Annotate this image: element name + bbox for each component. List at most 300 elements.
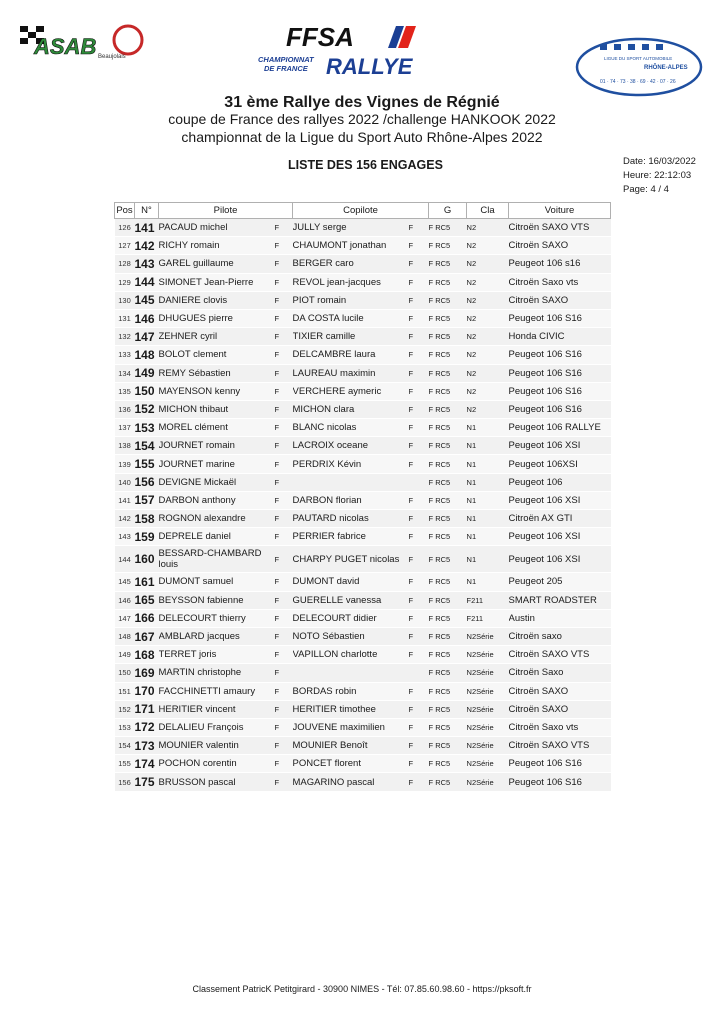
table-row [115, 528, 611, 546]
entry-groupe: F RC5 [428, 777, 451, 787]
entry-voiture: Peugeot 106 S16 [508, 385, 582, 397]
table-row [115, 546, 611, 573]
entry-pilote-nationality: F [274, 459, 280, 469]
entry-classe: N2 [466, 277, 477, 287]
entry-pilote: DELALIEU François [158, 721, 244, 733]
entry-groupe: F RC5 [428, 686, 451, 696]
entry-classe: N2 [466, 332, 477, 342]
entry-copilote: MOUNIER Benoît [292, 740, 368, 752]
entry-pilote: MARTIN christophe [158, 667, 242, 679]
entry-copilote-nationality: F [408, 332, 414, 342]
entry-number: 160 [134, 552, 155, 567]
entry-copilote: NOTO Sébastien [292, 631, 365, 643]
entry-pilote-nationality: F [274, 350, 280, 360]
entry-pilote: BRUSSON pascal [158, 776, 236, 788]
entry-copilote: DELCAMBRE laura [292, 349, 376, 361]
entry-pilote: PACAUD michel [158, 222, 228, 234]
entry-pilote: FACCHINETTI amaury [158, 685, 256, 697]
entry-voiture: Peugeot 106 XSI [508, 494, 581, 506]
entry-pilote: ZEHNER cyril [158, 331, 218, 343]
entry-pilote-nationality: F [274, 650, 280, 660]
entry-classe: F211 [466, 595, 484, 605]
entry-copilote-nationality: F [408, 554, 414, 564]
svg-text:FFSA: FFSA [286, 24, 354, 52]
entry-groupe: F RC5 [428, 259, 451, 269]
entry-copilote: MAGARINO pascal [292, 776, 375, 788]
entry-pilote: GAREL guillaume [158, 258, 234, 270]
table-row [115, 309, 611, 327]
entry-copilote: PAUTARD nicolas [292, 513, 369, 525]
table-row [115, 437, 611, 455]
entry-pilote: RICHY romain [158, 240, 220, 252]
entry-voiture: Peugeot 106 s16 [508, 258, 581, 270]
entry-groupe: F RC5 [428, 350, 451, 360]
entry-groupe: F RC5 [428, 650, 451, 660]
entry-number: 149 [134, 366, 155, 381]
entry-number: 165 [134, 593, 155, 608]
entry-voiture: Peugeot 106 S16 [508, 367, 582, 379]
entry-classe: N2Série [466, 777, 494, 787]
entry-pos: 154 [118, 741, 131, 751]
entry-pilote: JOURNET marine [158, 458, 235, 470]
entry-pilote-nationality: F [274, 277, 280, 287]
entry-groupe: F RC5 [428, 741, 451, 751]
table-row [115, 473, 611, 491]
entry-pos: 143 [118, 532, 131, 542]
entry-copilote-nationality: F [408, 350, 414, 360]
entry-copilote: TIXIER camille [292, 331, 356, 343]
entry-pos: 126 [118, 223, 131, 233]
entry-number: 141 [134, 220, 155, 235]
entry-pilote-nationality: F [274, 404, 280, 414]
entry-number: 152 [134, 402, 155, 417]
table-row [115, 646, 611, 664]
entry-pos: 127 [118, 241, 131, 251]
entry-copilote: PONCET florent [292, 758, 361, 770]
entry-pos: 134 [118, 368, 131, 378]
table-row [115, 219, 611, 237]
entry-voiture: Peugeot 106 S16 [508, 758, 582, 770]
entry-pilote: DANIERE clovis [158, 294, 228, 306]
entry-classe: N2Série [466, 650, 494, 660]
entry-classe: N2Série [466, 686, 494, 696]
report-time: Heure: 22:12:03 [623, 170, 692, 181]
entry-groupe: F RC5 [428, 386, 451, 396]
entry-copilote-nationality: F [408, 686, 414, 696]
entry-number: 155 [134, 457, 155, 472]
entry-copilote: GUERELLE vanessa [292, 594, 382, 606]
table-row [115, 328, 611, 346]
page-title: 31 ème Rallye des Vignes de Régnié [224, 94, 500, 111]
table-row [115, 510, 611, 528]
entry-pilote: DARBON anthony [158, 494, 236, 506]
entry-pos: 155 [118, 759, 131, 769]
col-header-groupe: G [429, 203, 467, 219]
entries-body [115, 219, 611, 792]
entry-classe: N2 [466, 368, 477, 378]
entry-pos: 156 [118, 777, 131, 787]
entry-pos: 132 [118, 332, 131, 342]
svg-text:DE FRANCE: DE FRANCE [264, 64, 308, 73]
entry-voiture: Peugeot 106 S16 [508, 349, 582, 361]
entry-pilote-nationality: F [274, 741, 280, 751]
entry-groupe: F RC5 [428, 668, 451, 678]
entry-classe: N1 [466, 577, 477, 587]
entries-table [114, 202, 611, 792]
entry-number: 153 [134, 420, 155, 435]
entry-copilote-nationality: F [408, 777, 414, 787]
entry-voiture: Peugeot 106XSI [508, 458, 578, 470]
entry-groupe: F RC5 [428, 477, 451, 487]
entry-pos: 141 [118, 495, 131, 505]
entry-copilote: DELECOURT didier [292, 612, 377, 624]
entry-copilote-nationality: F [408, 741, 414, 751]
entry-pilote-nationality: F [274, 241, 280, 251]
table-row [115, 291, 611, 309]
ffsa-championnat-rallye-logo [256, 24, 434, 80]
entry-copilote: REVOL jean-jacques [292, 276, 381, 288]
entry-copilote-nationality: F [408, 595, 414, 605]
svg-text:RHÔNE-ALPES: RHÔNE-ALPES [644, 65, 688, 71]
entry-number: 167 [134, 629, 155, 644]
col-header-pos: Pos [115, 203, 135, 219]
entry-pilote: AMBLARD jacques [158, 631, 240, 643]
entry-voiture: Citroën SAXO VTS [508, 649, 590, 661]
entry-pilote-nationality: F [274, 704, 280, 714]
entry-pilote: HERITIER vincent [158, 703, 236, 715]
entry-groupe: F RC5 [428, 577, 451, 587]
entry-pos: 137 [118, 423, 131, 433]
report-meta [623, 155, 696, 197]
entry-groupe: F RC5 [428, 613, 451, 623]
entry-pilote-nationality: F [274, 495, 280, 505]
entry-number: 159 [134, 529, 155, 544]
entry-voiture: Citroën Saxo vts [508, 276, 579, 288]
svg-text:LIGUE DU SPORT AUTOMOBILE: LIGUE DU SPORT AUTOMOBILE [604, 56, 673, 61]
entry-pilote: MICHON thibaut [158, 403, 229, 415]
entry-copilote-nationality: F [408, 404, 414, 414]
entry-pilote: POCHON corentin [158, 758, 237, 770]
entry-pilote-nationality: F [274, 441, 280, 451]
entry-copilote-nationality: F [408, 495, 414, 505]
entry-copilote: BLANC nicolas [292, 422, 357, 434]
entry-pos: 142 [118, 514, 131, 524]
entry-voiture: Peugeot 106 XSI [508, 553, 581, 565]
entry-pos: 140 [118, 477, 131, 487]
col-header-copilote: Copilote [293, 203, 429, 219]
entry-groupe: F RC5 [428, 514, 451, 524]
entry-pilote-nationality: F [274, 613, 280, 623]
entry-copilote-nationality: F [408, 514, 414, 524]
asab-logo [16, 20, 156, 64]
entry-copilote: BORDAS robin [292, 685, 357, 697]
entry-number: 144 [134, 275, 155, 290]
table-row [115, 400, 611, 418]
entry-pilote: SIMONET Jean-Pierre [158, 276, 254, 288]
entry-copilote: CHARPY PUGET nicolas [292, 553, 400, 565]
entry-number: 156 [134, 475, 155, 490]
table-row [115, 491, 611, 509]
entry-pos: 150 [118, 668, 131, 678]
entry-classe: N1 [466, 554, 477, 564]
entry-pos: 130 [118, 295, 131, 305]
entry-voiture: Citroën SAXO VTS [508, 222, 590, 234]
table-row [115, 273, 611, 291]
entry-classe: N1 [466, 423, 477, 433]
entry-classe: N2Série [466, 722, 494, 732]
entry-copilote-nationality: F [408, 577, 414, 587]
entry-copilote-nationality [409, 473, 429, 491]
col-header-voiture: Voiture [509, 203, 611, 219]
entry-copilote: LAUREAU maximin [292, 367, 376, 379]
entry-copilote-nationality: F [408, 295, 414, 305]
entry-pilote-nationality: F [274, 668, 280, 678]
entry-groupe: F RC5 [428, 759, 451, 769]
entry-pilote: MAYENSON kenny [158, 385, 241, 397]
entry-voiture: Peugeot 205 [508, 576, 563, 588]
entry-number: 147 [134, 329, 155, 344]
entry-number: 150 [134, 384, 155, 399]
entry-voiture: Austin [508, 612, 535, 624]
entry-pilote: DUMONT samuel [158, 576, 234, 588]
entry-groupe: F RC5 [428, 495, 451, 505]
entry-pilote: TERRET joris [158, 649, 217, 661]
entry-voiture: Citroën SAXO [508, 703, 569, 715]
col-header-pilote: Pilote [159, 203, 293, 219]
table-row [115, 627, 611, 645]
entry-copilote: DA COSTA lucile [292, 313, 364, 325]
entry-groupe: F RC5 [428, 595, 451, 605]
entry-pilote: DEVIGNE Mickaël [158, 476, 237, 488]
entry-groupe: F RC5 [428, 459, 451, 469]
entry-copilote-nationality: F [408, 650, 414, 660]
entry-classe: N2 [466, 404, 477, 414]
entry-copilote-nationality: F [408, 386, 414, 396]
entry-classe: N2Série [466, 759, 494, 769]
svg-text:CHAMPIONNAT: CHAMPIONNAT [258, 55, 314, 64]
table-row [115, 773, 611, 791]
entry-pos: 148 [118, 632, 131, 642]
entry-pilote-nationality: F [274, 632, 280, 642]
table-row [115, 591, 611, 609]
entry-copilote: VAPILLON charlotte [292, 649, 378, 661]
entry-classe: N2 [466, 223, 477, 233]
entry-copilote: LACROIX oceane [292, 440, 369, 452]
entry-number: 157 [134, 493, 155, 508]
entry-pilote: JOURNET romain [158, 440, 235, 452]
entry-number: 169 [134, 665, 155, 680]
entry-number: 175 [134, 775, 155, 790]
entry-classe: N2 [466, 386, 477, 396]
entry-pilote-nationality: F [274, 295, 280, 305]
entry-voiture: Citroën SAXO VTS [508, 740, 590, 752]
entry-number: 173 [134, 738, 155, 753]
entry-copilote: JOUVENE maximilien [292, 721, 385, 733]
entry-copilote-nationality: F [408, 704, 414, 714]
entry-classe: N2Série [466, 704, 494, 714]
entry-pilote-nationality: F [274, 223, 280, 233]
entry-pos: 149 [118, 650, 131, 660]
entry-classe: N2 [466, 314, 477, 324]
svg-text:01 · 74 · 73 · 38 · 69 · 42 ·: 01 · 74 · 73 · 38 · 69 · 42 · 07 · 26 [600, 79, 676, 85]
entry-voiture: Citroën SAXO [508, 294, 569, 306]
entry-pilote-nationality: F [274, 314, 280, 324]
entry-number: 148 [134, 347, 155, 362]
entry-pos: 152 [118, 704, 131, 714]
entry-pilote: DELECOURT thierry [158, 612, 246, 624]
entry-copilote: DARBON florian [292, 494, 362, 506]
entry-pilote-nationality: F [274, 386, 280, 396]
entry-pilote-nationality: F [274, 554, 280, 564]
entry-copilote-nationality: F [408, 241, 414, 251]
table-row [115, 664, 611, 682]
entry-copilote-nationality: F [408, 441, 414, 451]
entry-pos: 135 [118, 386, 131, 396]
entry-groupe: F RC5 [428, 632, 451, 642]
entry-classe: N1 [466, 532, 477, 542]
entry-pilote-nationality: F [274, 368, 280, 378]
entry-classe: N2 [466, 259, 477, 269]
entry-pilote: ROGNON alexandre [158, 513, 246, 525]
entry-voiture: Peugeot 106 XSI [508, 531, 581, 543]
table-row [115, 237, 611, 255]
table-row [115, 718, 611, 736]
entry-copilote-nationality: F [408, 314, 414, 324]
entry-groupe: F RC5 [428, 722, 451, 732]
entry-voiture: Citroën Saxo vts [508, 721, 579, 733]
entry-number: 170 [134, 684, 155, 699]
entry-classe: F211 [466, 613, 484, 623]
table-row [115, 700, 611, 718]
entry-number: 166 [134, 611, 155, 626]
entry-copilote: DUMONT david [292, 576, 360, 588]
entry-groupe: F RC5 [428, 532, 451, 542]
entry-voiture: Honda CIVIC [508, 331, 565, 343]
entry-groupe: F RC5 [428, 332, 451, 342]
entry-number: 146 [134, 311, 155, 326]
table-row [115, 255, 611, 273]
entry-number: 145 [134, 293, 155, 308]
svg-text:RALLYE: RALLYE [326, 54, 413, 79]
entry-number: 172 [134, 720, 155, 735]
entry-number: 174 [134, 756, 155, 771]
ligue-rhone-alpes-logo [574, 36, 704, 98]
entry-groupe: F RC5 [428, 295, 451, 305]
entry-classe: N2Série [466, 632, 494, 642]
entry-pos: 136 [118, 404, 131, 414]
entry-number: 161 [134, 574, 155, 589]
entry-copilote-nationality: F [408, 532, 414, 542]
table-header-row [115, 203, 611, 219]
entry-classe: N2Série [466, 741, 494, 751]
entry-classe: N2 [466, 295, 477, 305]
entry-pilote-nationality: F [274, 259, 280, 269]
table-row [115, 455, 611, 473]
entry-pilote: DHUGUES pierre [158, 313, 233, 325]
page-subtitle-coupe: coupe de France des rallyes 2022 /challenge HANKOOK 2022 [168, 111, 556, 127]
entry-groupe: F RC5 [428, 223, 451, 233]
entry-pos: 151 [118, 686, 131, 696]
entry-pilote: BEYSSON fabienne [158, 594, 244, 606]
entry-copilote: CHAUMONT jonathan [292, 240, 387, 252]
entry-voiture: Citroën SAXO [508, 685, 569, 697]
entry-groupe: F RC5 [428, 441, 451, 451]
entry-copilote-nationality: F [408, 368, 414, 378]
table-row [115, 382, 611, 400]
entry-number: 168 [134, 647, 155, 662]
entry-classe: N1 [466, 441, 477, 451]
entry-copilote: BERGER caro [292, 258, 354, 270]
entry-copilote-nationality: F [408, 423, 414, 433]
entry-pos: 153 [118, 722, 131, 732]
entry-copilote-nationality: F [408, 613, 414, 623]
table-row [115, 609, 611, 627]
entry-voiture: Citroën AX GTI [508, 513, 573, 525]
entry-voiture: Peugeot 106 RALLYE [508, 422, 601, 434]
entry-copilote-nationality: F [408, 459, 414, 469]
entry-pilote-nationality: F [274, 722, 280, 732]
entry-pilote-nationality: F [274, 777, 280, 787]
entry-pilote: BOLOT clement [158, 349, 227, 361]
entry-groupe: F RC5 [428, 277, 451, 287]
page-subtitle-championnat: championnat de la Ligue du Sport Auto Rhône-Alpes 2022 [181, 129, 543, 145]
entry-copilote-nationality: F [408, 259, 414, 269]
entry-copilote: PERRIER fabrice [292, 531, 366, 543]
entry-copilote: PERDRIX Kévin [292, 458, 362, 470]
entry-classe: N1 [466, 495, 477, 505]
entry-pos: 128 [118, 259, 131, 269]
entry-voiture: Peugeot 106 S16 [508, 313, 582, 325]
entry-voiture: Citroën Saxo [508, 667, 564, 679]
entry-groupe: F RC5 [428, 404, 451, 414]
entry-copilote [293, 664, 409, 682]
entry-number: 154 [134, 438, 155, 453]
entry-pilote: BESSARD-CHAMBARD louis [158, 548, 262, 571]
col-header-num: N° [135, 203, 159, 219]
entry-pos: 129 [118, 277, 131, 287]
list-title: LISTE DES 156 ENGAGES [288, 158, 443, 172]
entry-pilote-nationality: F [274, 532, 280, 542]
entry-pilote: MOREL clément [158, 422, 228, 434]
entry-copilote-nationality: F [408, 277, 414, 287]
footer-credit: Classement PatricK Petitgirard - 30900 NIMES - Tél: 07.85.60.98.60 - https://pksoft.fr [192, 984, 532, 994]
entry-pos: 146 [118, 595, 131, 605]
entry-pos: 144 [118, 554, 131, 564]
entry-copilote-nationality: F [408, 223, 414, 233]
table-row [115, 573, 611, 591]
entry-number: 142 [134, 238, 155, 253]
svg-text:Beaujolais: Beaujolais [98, 54, 126, 60]
table-row [115, 419, 611, 437]
entry-classe: N2Série [466, 668, 494, 678]
entry-pos: 131 [118, 314, 131, 324]
entry-copilote [293, 473, 409, 491]
entry-pilote-nationality: F [274, 759, 280, 769]
svg-text:ASAB: ASAB [34, 34, 97, 59]
entry-voiture: Peugeot 106 XSI [508, 440, 581, 452]
entry-number: 143 [134, 256, 155, 271]
entry-pilote-nationality: F [274, 577, 280, 587]
table-row [115, 682, 611, 700]
entry-groupe: F RC5 [428, 314, 451, 324]
entry-groupe: F RC5 [428, 368, 451, 378]
page-number: Page: 4 / 4 [623, 184, 669, 195]
entry-voiture: Peugeot 106 S16 [508, 403, 582, 415]
entry-voiture: Citroën saxo [508, 631, 562, 643]
entry-copilote: VERCHERE aymeric [292, 385, 382, 397]
entry-voiture: Peugeot 106 S16 [508, 776, 582, 788]
table-row [115, 737, 611, 755]
